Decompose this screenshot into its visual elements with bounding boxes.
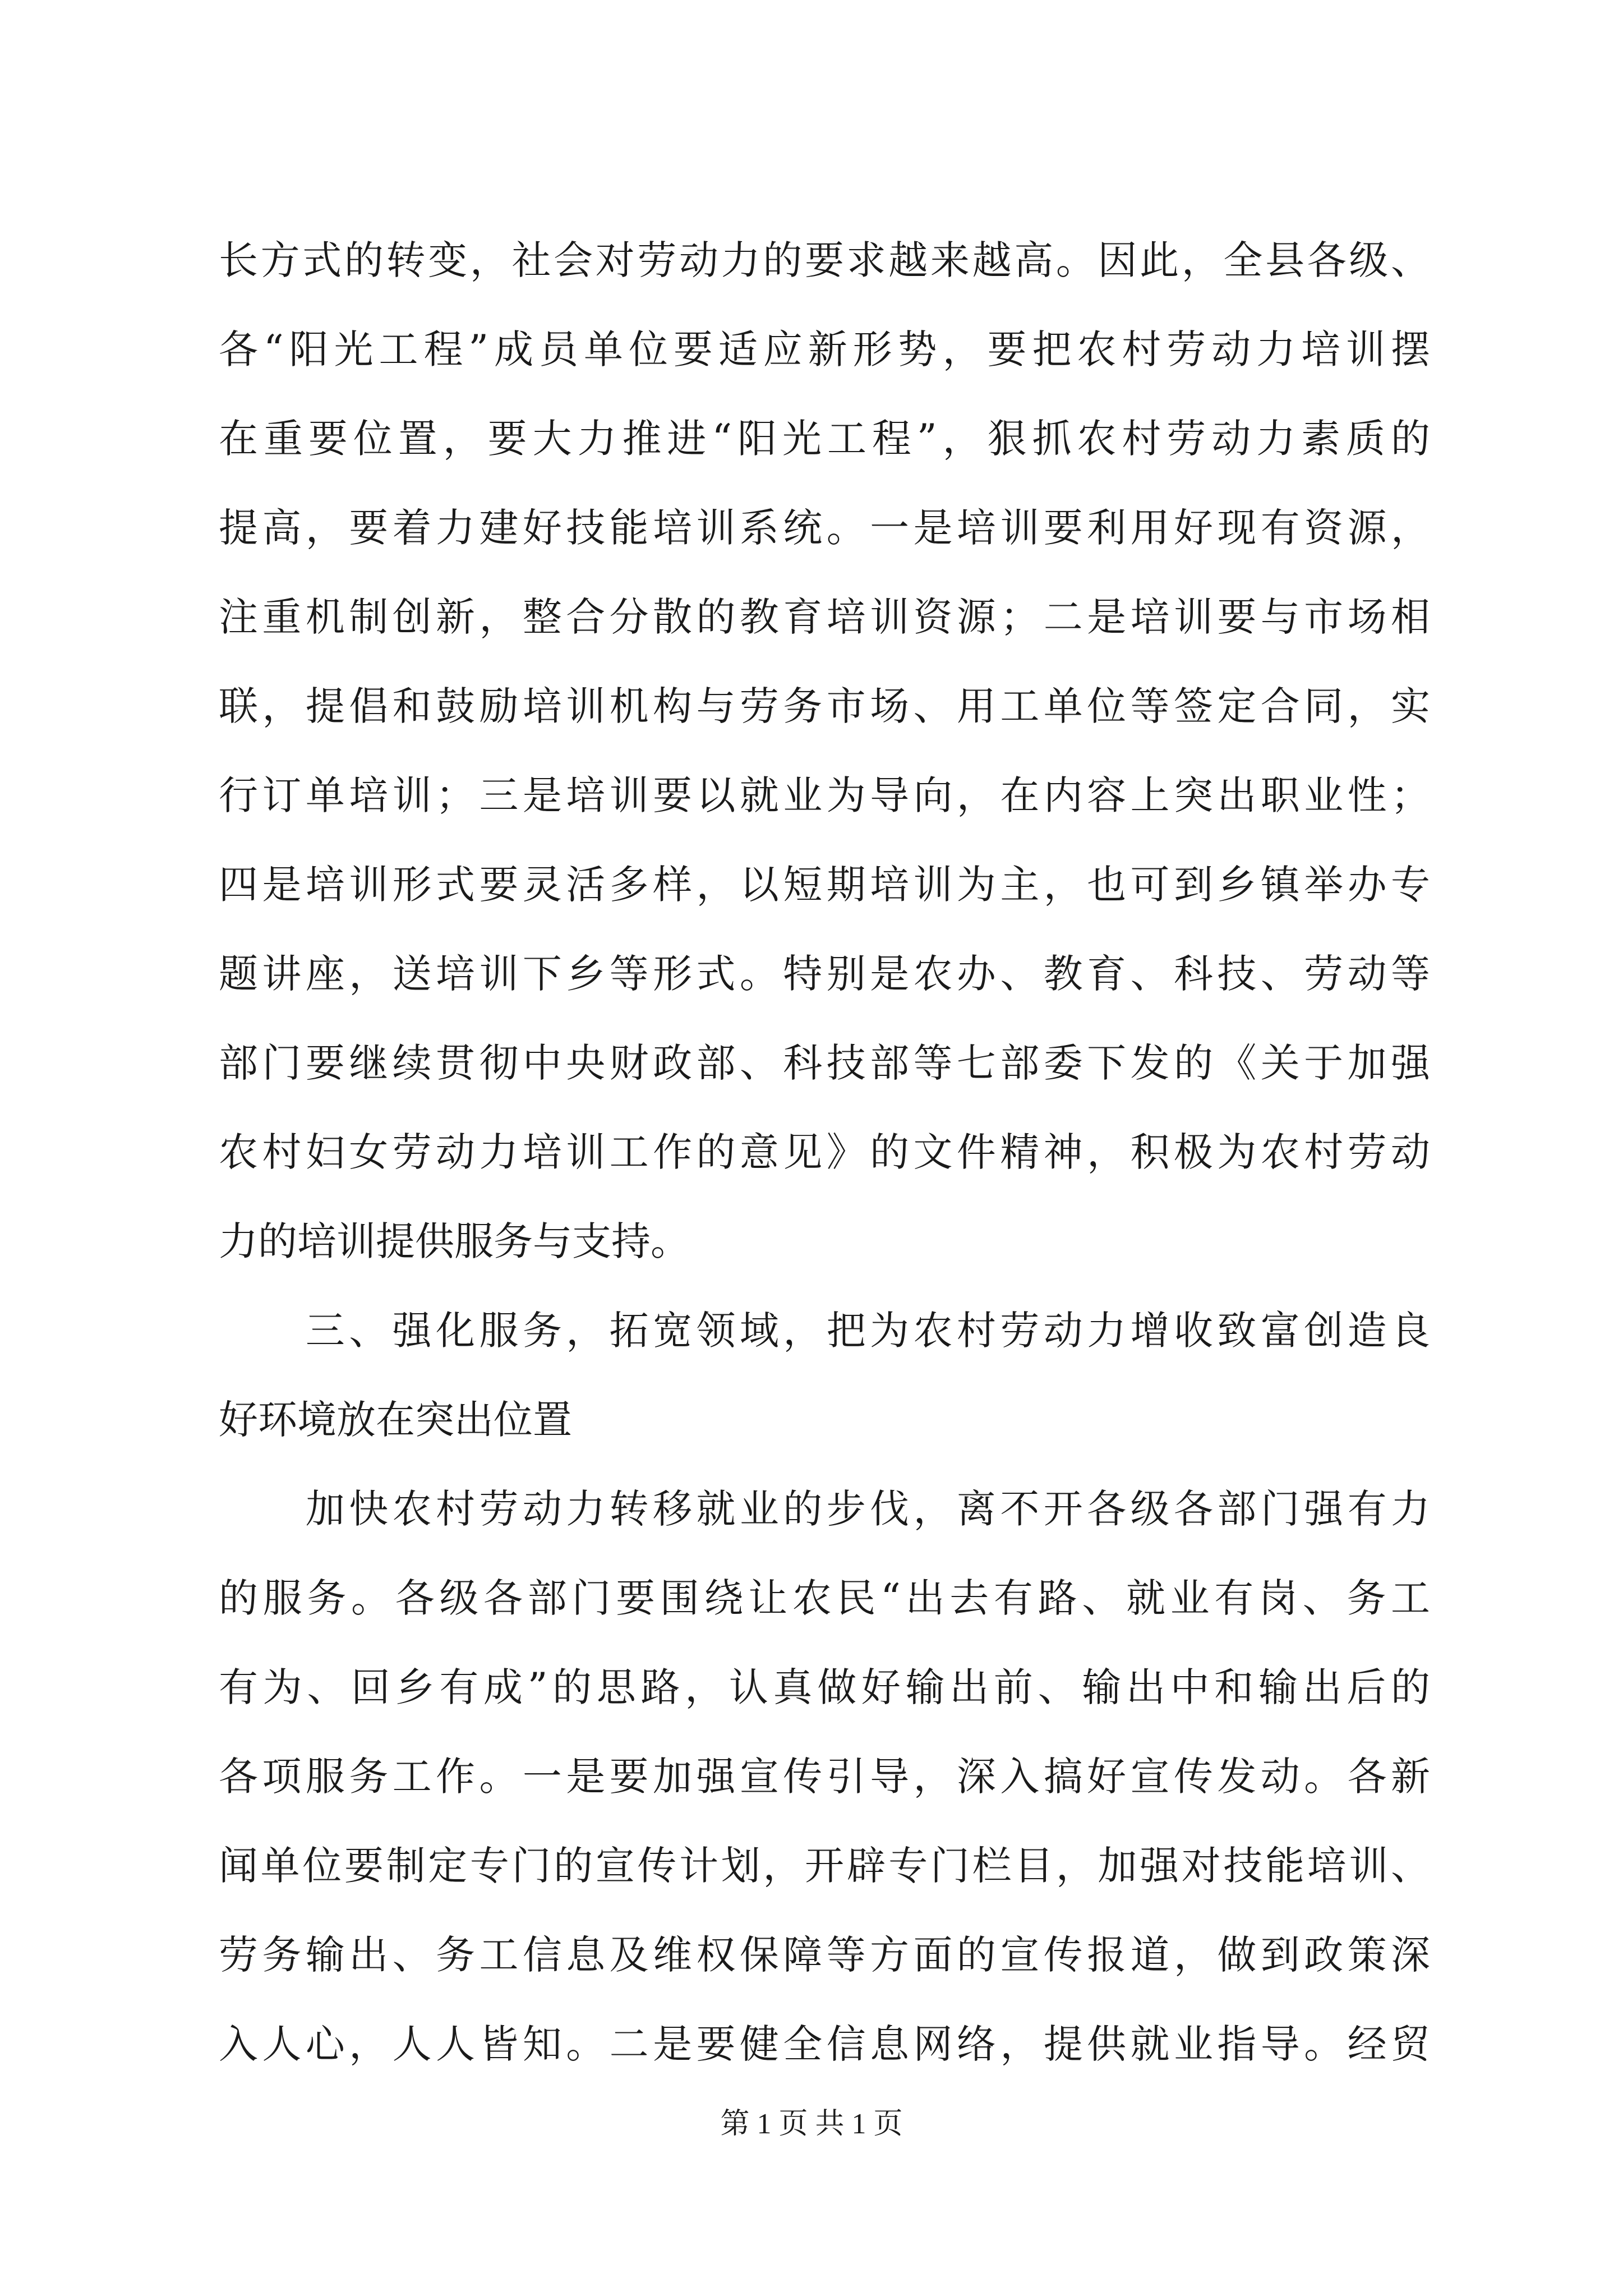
- text-line: 长方式的转变，社会对劳动力的要求越来越高。因此，全县各级、: [219, 237, 1430, 283]
- text-line: 劳务输出、务工信息及维权保障等方面的宣传报道，做到政策深: [219, 1932, 1430, 1978]
- text-line: 联，提倡和鼓励培训机构与劳务市场、用工单位等签定合同，实: [219, 683, 1430, 729]
- text-line: 各“阳光工程”成员单位要适应新形势，要把农村劳动力培训摆: [219, 326, 1430, 372]
- text-line: 题讲座，送培训下乡等形式。特别是农办、教育、科技、劳动等: [219, 951, 1430, 997]
- document-body: [219, 216, 1430, 2089]
- text-line: 力的培训提供服务与支持。: [219, 1218, 690, 1264]
- text-line: 有为、回乡有成”的思路，认真做好输出前、输出中和输出后的: [219, 1664, 1430, 1710]
- text-line: 在重要位置，要大力推进“阳光工程”，狠抓农村劳动力素质的: [219, 416, 1430, 462]
- text-line: 农村妇女劳动力培训工作的意见》的文件精神，积极为农村劳动: [219, 1129, 1430, 1175]
- text-line: 好环境放在突出位置: [219, 1397, 572, 1443]
- page-footer: 第 1 页 共 1 页: [720, 2108, 903, 2140]
- text-line: 行订单培训；三是培训要以就业为导向，在内容上突出职业性；: [219, 772, 1430, 818]
- text-line: 部门要继续贯彻中央财政部、科技部等七部委下发的《关于加强: [219, 1040, 1430, 1086]
- text-line: 闻单位要制定专门的宣传计划，开辟专门栏目，加强对技能培训、: [219, 1843, 1430, 1889]
- text-line: 三、强化服务，拓宽领域，把为农村劳动力增收致富创造良: [219, 1308, 1430, 1354]
- text-line: 的服务。各级各部门要围绕让农民“出去有路、就业有岗、务工: [219, 1575, 1430, 1621]
- text-line: 入人心，人人皆知。二是要健全信息网络，提供就业指导。经贸: [219, 2021, 1430, 2067]
- text-line: 提高，要着力建好技能培训系统。一是培训要利用好现有资源，: [219, 505, 1430, 551]
- text-line: 四是培训形式要灵活多样，以短期培训为主，也可到乡镇举办专: [219, 862, 1430, 908]
- text-line: 加快农村劳动力转移就业的步伐，离不开各级各部门强有力: [219, 1486, 1430, 1532]
- text-line: 注重机制创新，整合分散的教育培训资源；二是培训要与市场相: [219, 594, 1430, 640]
- text-line: 各项服务工作。一是要加强宣传引导，深入搞好宣传发动。各新: [219, 1754, 1430, 1800]
